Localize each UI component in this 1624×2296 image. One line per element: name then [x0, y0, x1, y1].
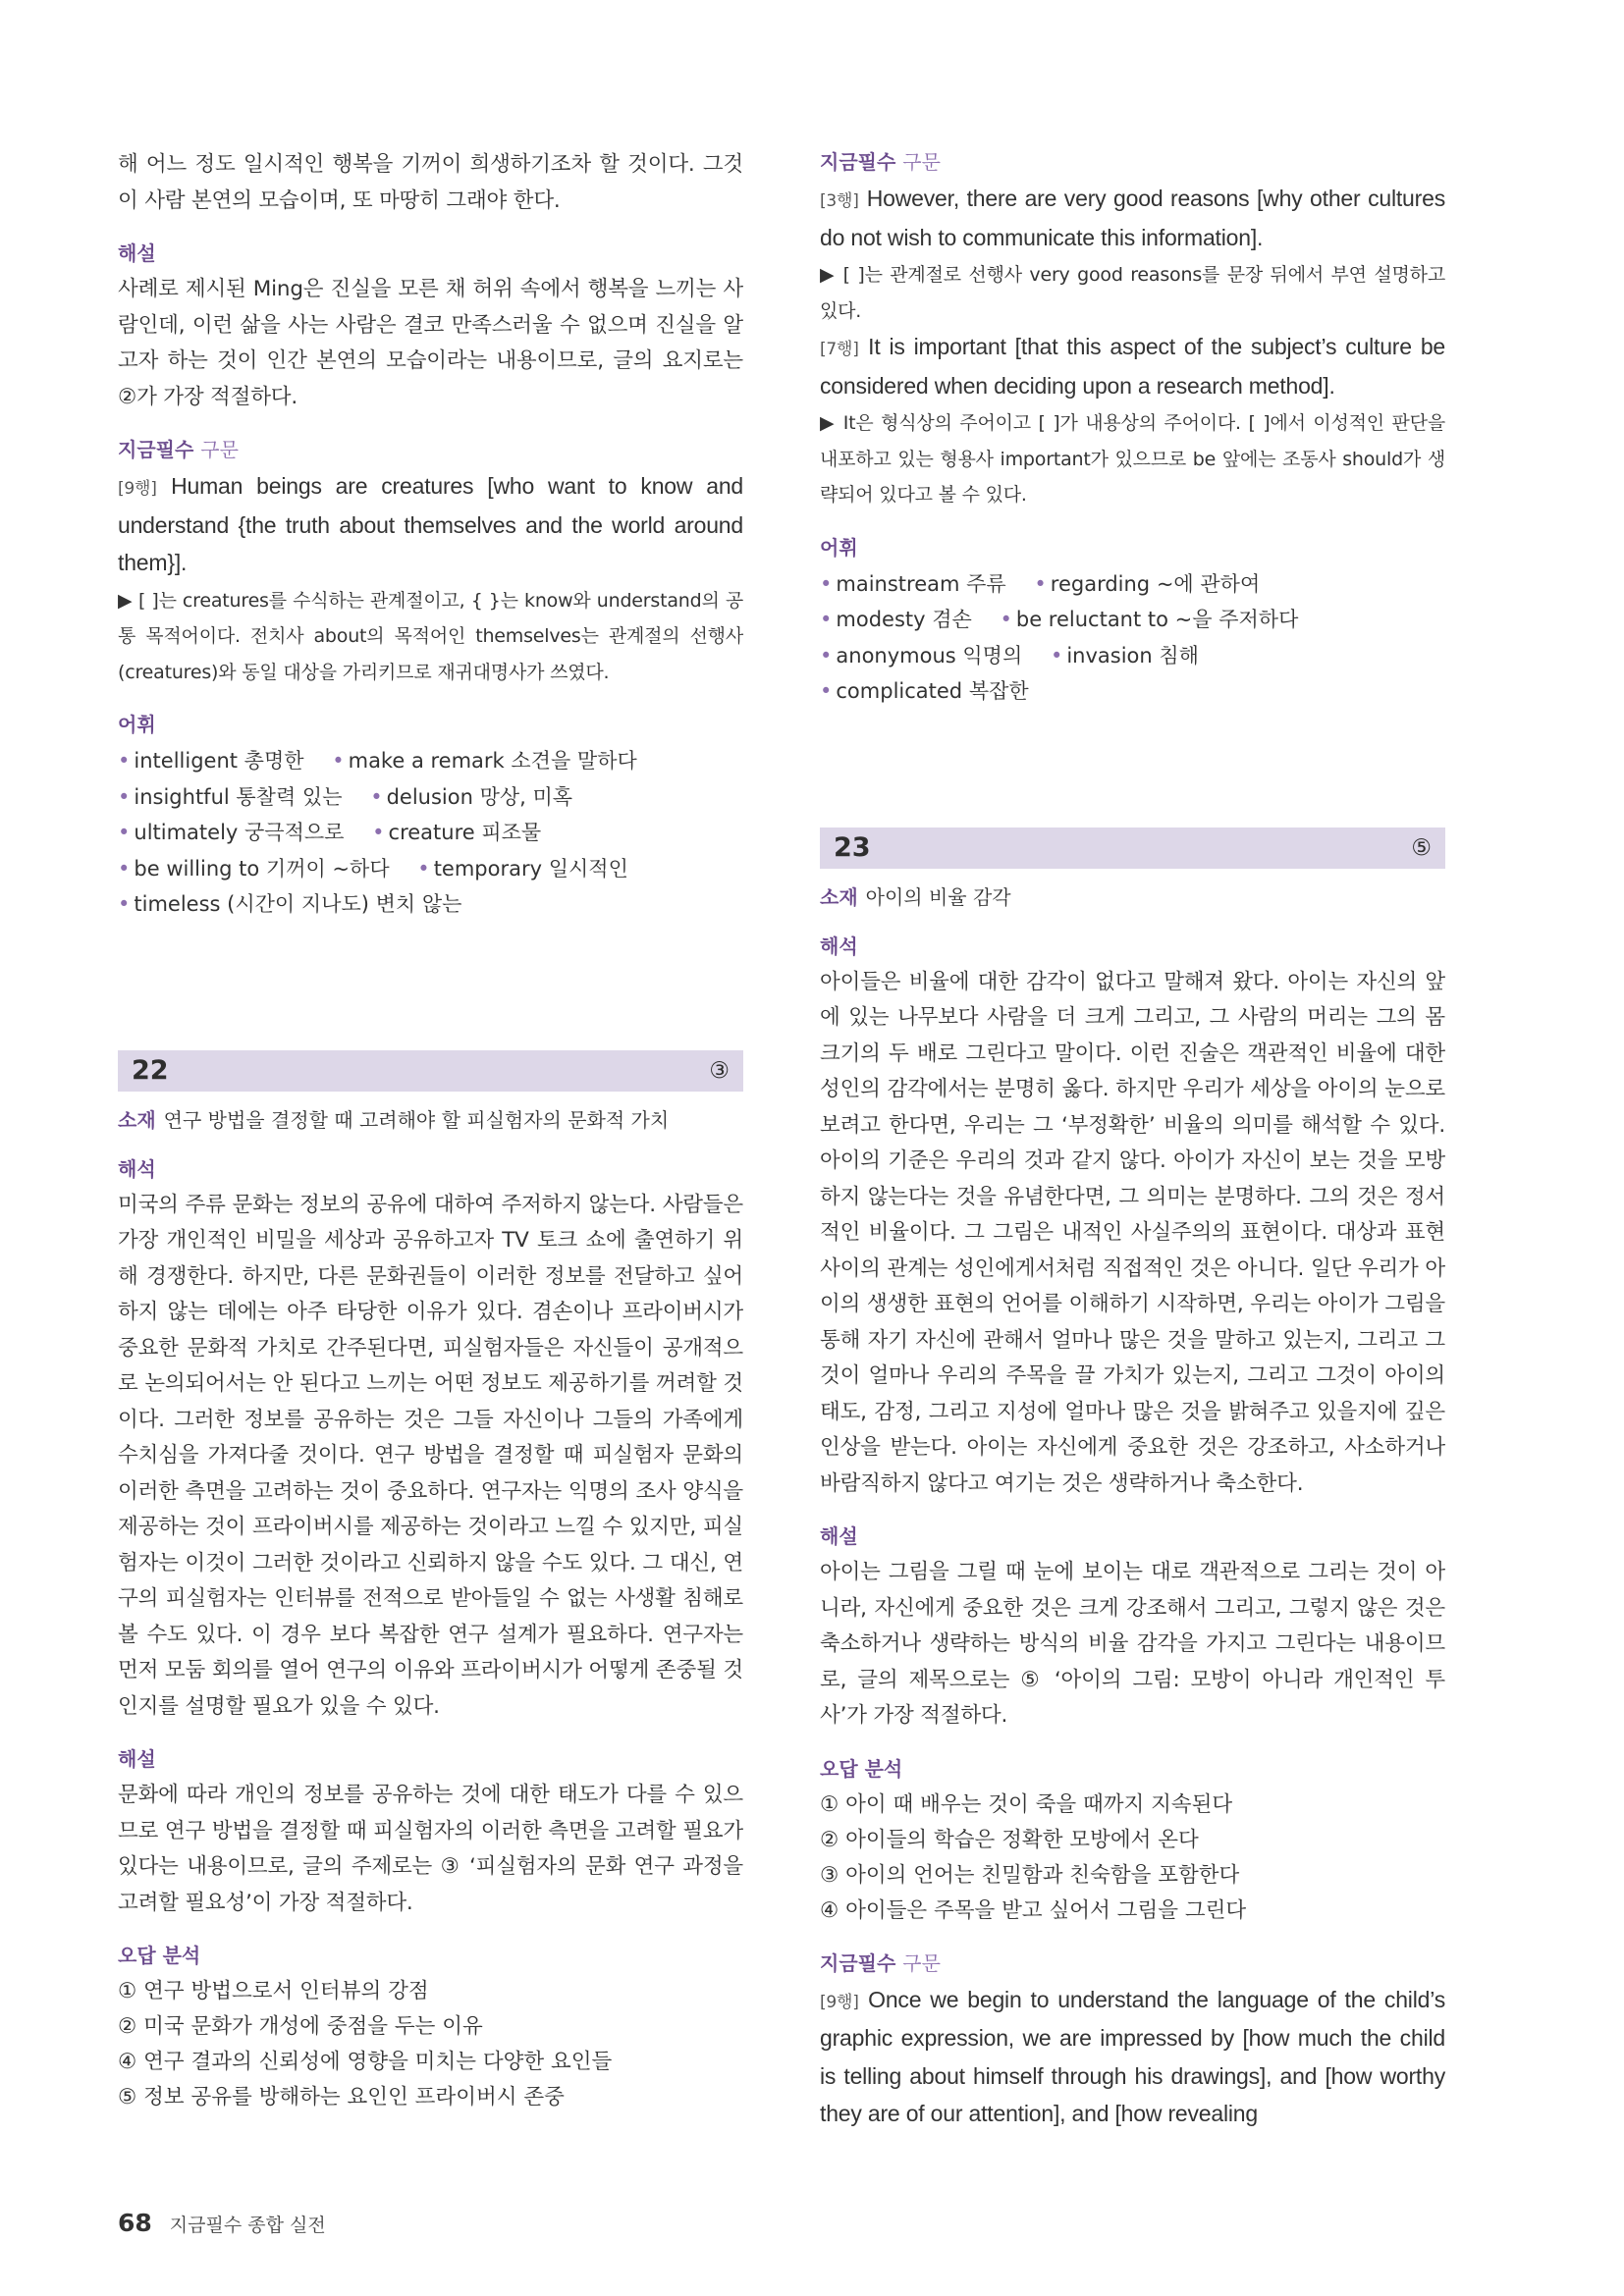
vocab-list [820, 566, 1445, 710]
section-heading: 해설 [118, 1747, 156, 1771]
topic-line [820, 882, 1445, 912]
syntax-sentence [820, 181, 1445, 257]
vocab-item: • creature 피조물 [372, 821, 542, 844]
section-heading: 오답 분석 [118, 1944, 201, 1967]
vocab-item: • timeless (시간이 지나도) 변치 않는 [118, 892, 462, 916]
section-heading [118, 435, 743, 464]
q21-vocab-section [118, 710, 743, 923]
vocab-item: • complicated 복잡한 [820, 679, 1029, 703]
question-number: 22 [132, 1055, 169, 1086]
q22-translation-section [118, 1154, 743, 1726]
section-heading-sub: 구문 [902, 150, 941, 174]
q22-explanation-section [118, 1744, 743, 1921]
q22-syntax-section [820, 147, 1445, 513]
answer-badge: ③ [709, 1057, 730, 1084]
topic-text: 연구 방법을 결정할 때 고려해야 할 피실험자의 문화적 가치 [163, 1107, 670, 1132]
syntax-sentence [820, 1982, 1445, 2134]
section-heading: 오답 분석 [820, 1756, 903, 1781]
syntax-explanation: ▶ It은 형식상의 주어이고 [ ]가 내용상의 주어이다. [ ]에서 이성적인 판단을 내포하고 있는 형용사 important가 있으므로 be 앞에는 조동사 should가 생략되어 있다고 볼 수 있다. [820, 412, 1445, 506]
q23-wrong-answers-section [820, 1754, 1445, 1929]
vocab-item: • mainstream 주류 [820, 571, 1006, 596]
vocab-item: • anonymous 익명의 [820, 643, 1023, 667]
question-header-22 [118, 1050, 743, 1092]
vocab-item: • delusion 망상, 미혹 [370, 784, 573, 809]
vocab-item: • regarding ~에 관하여 [1034, 571, 1261, 596]
q22-wrong-answers-section [118, 1941, 743, 2115]
sentence-text: However, there are very good reasons [why other cultures do not wish to communicate this information]. [820, 186, 1445, 250]
q23-syntax-section [820, 1949, 1445, 2134]
wrong-answer-list [820, 1788, 1445, 1929]
section-heading: 해석 [118, 1156, 156, 1181]
line-tag: [9행] [118, 479, 157, 499]
list-item: ① 아이 때 배우는 것이 죽을 때까지 지속된다 [820, 1791, 1233, 1817]
syntax-explanation: ▶ [ ]는 관계절로 선행사 very good reasons를 문장 뒤에서 부연 설명하고 있다. [820, 264, 1445, 322]
translation-text: 아이들은 비율에 대한 감각이 없다고 말해져 왔다. 아이는 자신의 앞에 있는 나무보다 사람을 더 크게 그리고, 그 사람의 머리는 그의 몸 크기의 두 배로 그린다고 말이다. 이런 진술은 객관적인 비율에 대한 성인의 감각에서는 분명히 옳다. 하지만 우리가 세상을 아이의 눈으로 보려고 한다면, 우리는 그 ‘부정확한’ 비율의 의미를 해석할 수 있다. 아이의 기준은 우리의 것과 같지 않다. 아이가 자신이 보는 것을 모방하지 않는다는 것을 유념한다면, 그 의미는 분명하다. 그의 것은 정서적인 비율이다. 그 그림은 내적인 사실주의의 표현이다. 대상과 표현 사이의 관계는 성인에게서처럼 직접적인 것은 아니다. 일단 우리가 아이의 생생한 표현의 언어를 이해하기 시작하면, 우리는 아이가 그림을 통해 자기 자신에 관해서 얼마나 많은 것을 말하고 있는지, 그리고 그것이 얼마나 우리의 주목을 끌 가치가 있는지, 그리고 그것이 아이의 태도, 감정, 그리고 지성에 얼마나 많은 것을 밝혀주고 있을지에 깊은 인상을 받는다. 아이는 자신에게 중요한 것은 강조하고, 사소하거나 바람직하지 않다고 여기는 것은 생략하거나 축소한다. [820, 969, 1445, 1496]
section-heading-sub: 구문 [902, 1950, 941, 1975]
section-heading: 어휘 [820, 535, 858, 560]
vocab-list [118, 743, 743, 923]
book-title: 지금필수 종합 실전 [169, 2215, 326, 2236]
sentence-text: Human beings are creatures [who want to know and understand {the truth about themselves and the world around them}]. [118, 473, 743, 575]
page-footer [118, 2209, 326, 2237]
syntax-sentence [820, 329, 1445, 405]
section-heading: 해설 [820, 1524, 858, 1548]
left-column [118, 147, 743, 2135]
line-tag: [3행] [820, 191, 859, 211]
answer-badge: ⑤ [1411, 834, 1432, 861]
section-heading [820, 147, 1445, 177]
right-column [820, 147, 1445, 2154]
section-heading: 어휘 [118, 713, 156, 736]
section-heading-main: 지금필수 [820, 150, 896, 174]
topic-label: 소재 [820, 884, 858, 909]
explanation-text: 아이는 그림을 그릴 때 눈에 보이는 대로 객관적으로 그리는 것이 아니라, 자신에게 중요한 것은 크게 강조해서 그리고, 그렇지 않은 것은 축소하거나 생략하는 방식의 비율 감각을 가지고 그린다는 내용이므로, 글의 제목으로는 ⑤ ‘아이의 그림: 모방이 아니라 개인적인 투사’가 가장 적절하다. [820, 1560, 1445, 1728]
line-tag: [9행] [820, 1992, 859, 2012]
vocab-item: • be reluctant to ~을 주저하다 [1000, 608, 1299, 631]
section-heading-sub: 구문 [200, 438, 239, 461]
vocab-item: • invasion 침해 [1050, 643, 1199, 667]
section-heading-main: 지금필수 [118, 438, 194, 461]
section-heading-main: 지금필수 [820, 1950, 896, 1975]
vocab-item: • modesty 겸손 [820, 608, 972, 631]
q21-translation-tail [118, 147, 743, 219]
sentence-text: Once we begin to understand the language of the child’s graphic expression, we are impressed by [how much the child is telling about himself through his drawings], and [how worthy they are of our attention], and [how revealing [820, 1986, 1445, 2126]
question-number: 23 [834, 832, 871, 863]
list-item: ② 미국 문화가 개성에 중점을 두는 이유 [118, 2014, 483, 2039]
q21-explanation-section [118, 239, 743, 415]
q21-syntax-section [118, 435, 743, 690]
vocab-item: • temporary 일시적인 [417, 856, 628, 881]
list-item: ④ 아이들은 주목을 받고 싶어서 그림을 그린다 [820, 1897, 1247, 1923]
page-number: 68 [118, 2209, 152, 2237]
syntax-explanation: ▶ [ ]는 creatures를 수식하는 관계절이고, { }는 know와 understand의 공통 목적어이다. 전치사 about의 목적어인 themselves는 관계절의 선행사(creatures)와 동일 대상을 가리키므로 재귀대명사가 쓰였다. [118, 589, 743, 683]
section-heading [820, 1949, 1445, 1978]
vocab-item: • ultimately 궁극적으로 [118, 821, 345, 844]
line-tag: [7행] [820, 340, 859, 359]
wrong-answer-list [118, 1974, 743, 2115]
question-header-23 [820, 828, 1445, 869]
sentence-text: It is important [that this aspect of the subject’s culture be considered when deciding upon a research method]. [820, 334, 1445, 399]
topic-line [118, 1105, 743, 1135]
vocab-item: • intelligent 총명한 [118, 749, 304, 773]
q23-translation-section [820, 932, 1445, 1503]
topic-label: 소재 [118, 1107, 156, 1132]
syntax-sentence [118, 468, 743, 583]
list-item: ③ 아이의 언어는 친밀함과 친숙함을 포함한다 [820, 1862, 1240, 1888]
topic-text: 아이의 비율 감각 [865, 884, 1011, 909]
explanation-text: 사례로 제시된 Ming은 진실을 모른 채 허위 속에서 행복을 느끼는 사람인데, 이런 삶을 사는 사람은 결코 만족스러울 수 없으며 진실을 알고자 하는 것이 인간 본연의 모습이라는 내용이므로, 글의 요지로는 ②가 가장 적절하다. [118, 277, 743, 409]
section-heading: 해설 [118, 241, 156, 265]
explanation-text: 문화에 따라 개인의 정보를 공유하는 것에 대한 태도가 다를 수 있으므로 연구 방법을 결정할 때 피실험자의 이러한 측면을 고려할 필요가 있다는 내용이므로, 글의 주제로는 ③ ‘피실험자의 문화 연구 과정을 고려할 필요성’이 가장 적절하다. [118, 1783, 743, 1915]
q23-explanation-section [820, 1522, 1445, 1735]
vocab-item: • insightful 통찰력 있는 [118, 784, 343, 809]
translation-continued: 해 어느 정도 일시적인 행복을 기꺼이 희생하기조차 할 것이다. 그것이 사람 본연의 모습이며, 또 마땅히 그래야 한다. [118, 152, 743, 213]
section-heading: 해석 [820, 934, 858, 958]
vocab-item: • make a remark 소견을 말하다 [332, 749, 637, 773]
list-item: ⑤ 정보 공유를 방해하는 요인인 프라이버시 존중 [118, 2085, 565, 2109]
vocab-item: • be willing to 기꺼이 ~하다 [118, 856, 390, 881]
list-item: ④ 연구 결과의 신뢰성에 영향을 미치는 다양한 요인들 [118, 2050, 613, 2074]
list-item: ② 아이들의 학습은 정확한 모방에서 온다 [820, 1827, 1199, 1852]
q22-vocab-section [820, 533, 1445, 710]
translation-text: 미국의 주류 문화는 정보의 공유에 대하여 주저하지 않는다. 사람들은 가장 개인적인 비밀을 세상과 공유하고자 TV 토크 쇼에 출연하기 위해 경쟁한다. 하지만, 다른 문화권들이 이러한 정보를 전달하고 싶어 하지 않는 데에는 아주 타당한 이유가 있다. 겸손이나 프라이버시가 중요한 문화적 가치로 간주된다면, 피실험자들은 자신들이 공개적으로 논의되어서는 안 된다고 느끼는 어떤 정보도 제공하기를 꺼려할 것이다. 그러한 정보를 공유하는 것은 그들 자신이나 그들의 가족에게 수치심을 가져다줄 것이다. 연구 방법을 결정할 때 피실험자 문화의 이러한 측면을 고려하는 것이 중요하다. 연구자는 익명의 조사 양식을 제공하는 것이 프라이버시를 제공하는 것이라고 느낄 수 있지만, 피실험자는 이것이 그러한 것이라고 신뢰하지 않을 수도 있다. 그 대신, 연구의 피실험자는 인터뷰를 전적으로 받아들일 수 없는 사생활 침해로 볼 수도 있다. 이 경우 보다 복잡한 연구 설계가 필요하다. 연구자는 먼저 모둠 회의를 열어 연구의 이유와 프라이버시가 어떻게 존중될 것인지를 설명할 필요가 있을 수 있다. [118, 1192, 743, 1719]
list-item: ① 연구 방법으로서 인터뷰의 강점 [118, 1979, 429, 2003]
